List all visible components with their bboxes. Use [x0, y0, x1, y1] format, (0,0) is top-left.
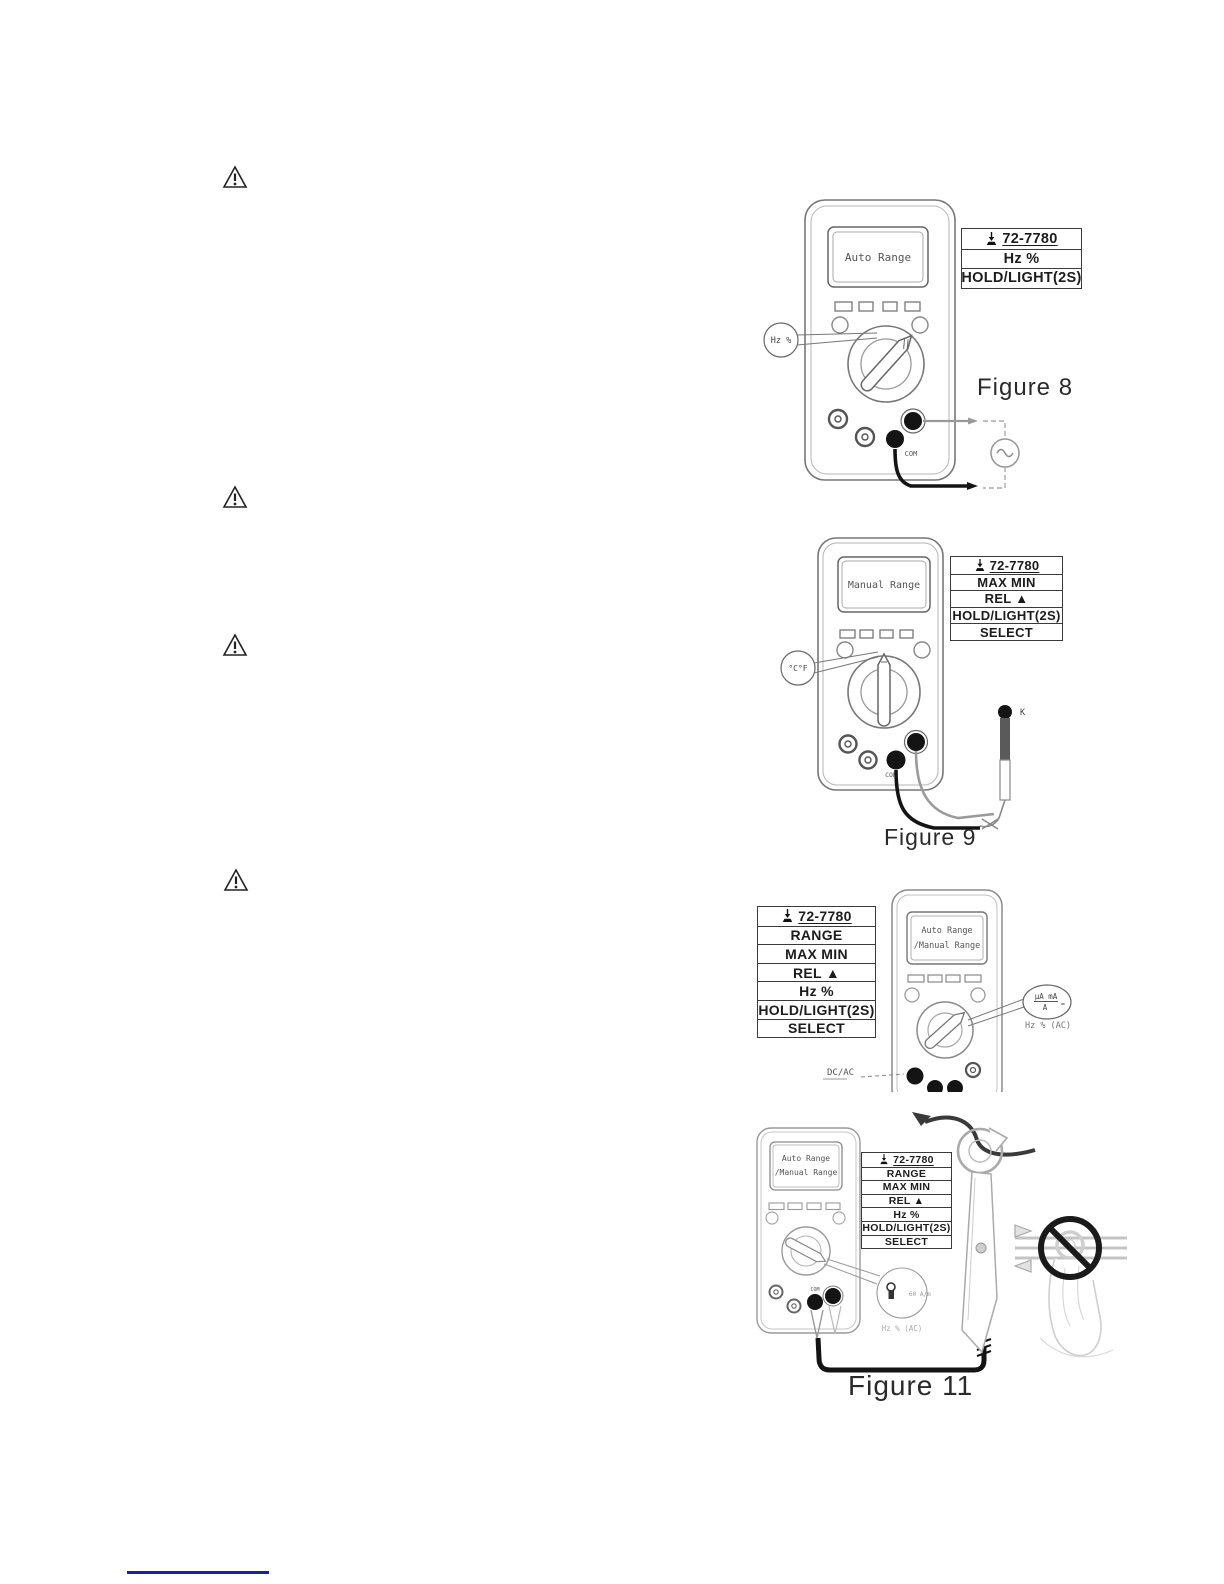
jack-label: DC/AC — [827, 1068, 855, 1078]
lcd-text-line2: /Manual Range — [913, 941, 981, 951]
com-jack-label: COM — [885, 771, 897, 779]
test-lead-plug — [968, 418, 978, 425]
balloon-label: Hz % — [770, 336, 792, 346]
figure9-caption: Figure 9 — [884, 824, 977, 850]
figure11-caption: Figure 11 — [848, 1370, 974, 1401]
clamp-jaw — [989, 1128, 1007, 1151]
figure8-caption: Figure 8 — [977, 374, 1074, 401]
fig8-callout-box — [961, 228, 1082, 289]
callout-row: SELECT — [862, 1235, 951, 1249]
warning-triangle-icon — [222, 633, 248, 657]
current-arrow-right — [1015, 1225, 1031, 1237]
callout-row: HOLD/LIGHT(2S) — [862, 1222, 951, 1235]
callout-row: MAX MIN — [862, 1180, 951, 1194]
thermocouple-type-label: K — [1020, 708, 1026, 718]
model-number: 72-7780 — [989, 557, 1040, 573]
lcd-text: Manual Range — [847, 580, 921, 591]
fig11-callout-box — [861, 1152, 952, 1249]
lcd-text-line1: Auto Range — [781, 1154, 831, 1163]
model-number: 72-7780 — [893, 1153, 934, 1166]
warning-triangle-icon — [223, 868, 249, 892]
model-number: 72-7780 — [1002, 230, 1058, 247]
callout-row: Hz % — [962, 249, 1081, 269]
fig10-callout-box — [757, 906, 876, 1038]
model-number: 72-7780 — [798, 908, 852, 925]
black-test-lead — [818, 1338, 984, 1370]
input-jack-icon — [781, 909, 794, 923]
callout-row: MAX MIN — [951, 574, 1062, 591]
balloon-denominator: A — [1042, 1003, 1048, 1012]
meter-body — [805, 200, 955, 480]
input-jack-icon — [879, 1154, 889, 1165]
wire-through-clamp — [925, 1118, 1035, 1155]
meter-body — [818, 538, 943, 790]
balloon-numerator: μA mA — [1034, 992, 1058, 1001]
callout-row: REL ▲ — [862, 1194, 951, 1208]
mode-label: Hz % (AC) — [881, 1324, 923, 1333]
adapter-body — [962, 1172, 997, 1352]
callout-row: RANGE — [758, 926, 875, 945]
balloon-label: 60 A/m — [909, 1291, 931, 1298]
warning-triangle-icon — [222, 485, 248, 509]
lcd-text-line2: /Manual Range — [774, 1168, 838, 1177]
footer-rule — [127, 1571, 269, 1574]
rotary-dial — [917, 1002, 973, 1058]
callout-row: RANGE — [862, 1167, 951, 1181]
rotary-dial — [782, 1227, 830, 1275]
rotary-dial — [848, 326, 924, 402]
com-jack-label: COM — [810, 1287, 820, 1293]
prohibited-clamp-usage — [1015, 1219, 1127, 1357]
callout-row: MAX MIN — [758, 944, 875, 963]
callout-row: HOLD/LIGHT(2S) — [952, 608, 1061, 624]
fig9-callout-box — [950, 556, 1063, 641]
callout-header-row — [758, 907, 875, 926]
callout-row: SELECT — [951, 623, 1062, 640]
callout-header-row — [862, 1153, 951, 1167]
balloon-label: °C°F — [788, 664, 808, 673]
warning-triangle-icon — [222, 165, 248, 189]
current-arrow-left — [1015, 1260, 1031, 1272]
callout-header-row — [951, 557, 1062, 574]
test-lead-plug — [967, 482, 978, 490]
callout-header-row — [962, 229, 1081, 249]
callout-row: SELECT — [758, 1019, 875, 1038]
callout-row: REL ▲ — [951, 590, 1062, 607]
com-jack-label: COM — [904, 450, 918, 458]
callout-row: HOLD/LIGHT(2S) — [962, 268, 1081, 288]
callout-row: HOLD/LIGHT(2S) — [758, 1001, 875, 1018]
callout-row: Hz % — [862, 1207, 951, 1221]
input-jack-icon — [985, 232, 998, 246]
callout-row: REL ▲ — [758, 963, 875, 982]
lcd-text: Auto Range — [844, 251, 912, 264]
meter-body — [892, 890, 1002, 1092]
balloon-suffix: ≈ — [1061, 1000, 1065, 1008]
lcd-text-line1: Auto Range — [921, 926, 973, 936]
callout-row: Hz % — [758, 981, 875, 1000]
input-jack-icon — [974, 559, 986, 572]
mode-label: Hz % (AC) — [1024, 1021, 1072, 1031]
